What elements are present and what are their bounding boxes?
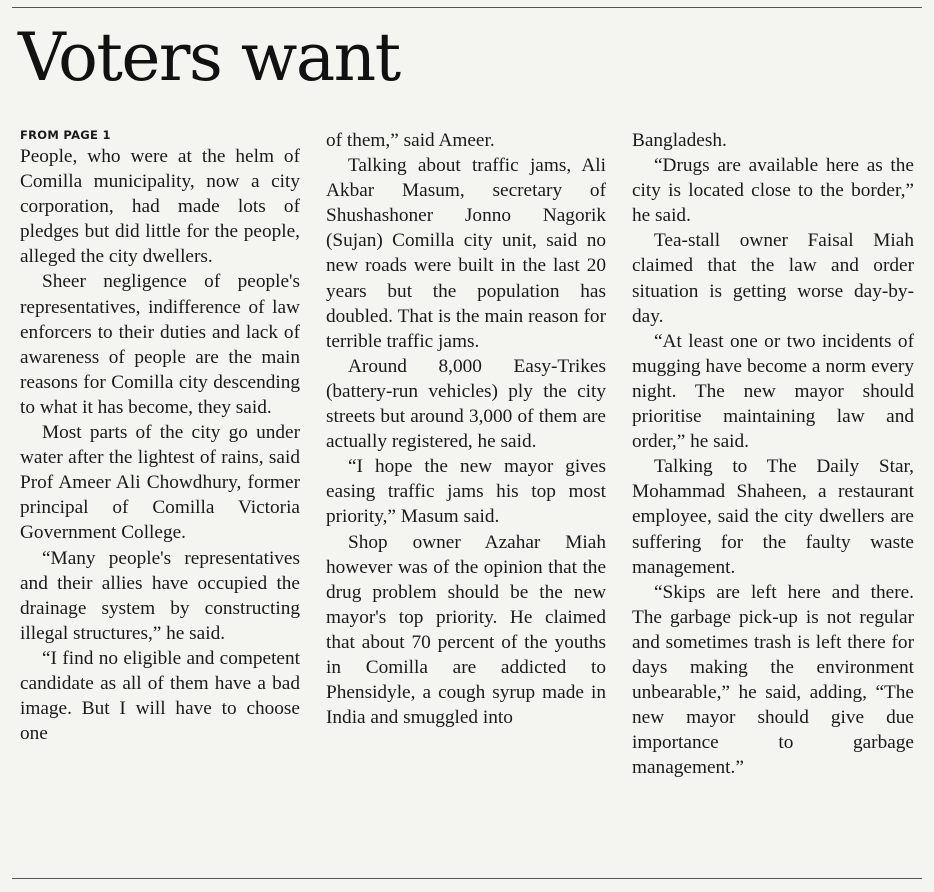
article-column-1 (20, 128, 300, 873)
headline: Voters want (18, 19, 400, 96)
paragraph: “I hope the new mayor gives easing traffic jams his top most priority,” Masum said. (326, 456, 606, 528)
paragraph: “I find no eligible and competent candidate as all of them have a bad image. But I will have to choose one (20, 647, 300, 745)
paragraph: Shop owner Azahar Miah however was of the opinion that the drug problem should be the new mayor's top priority. He claimed that about 70 percent of the youths in Comilla are addicted to Phensidyle, a cough syrup made in India and smuggled into (326, 531, 606, 729)
top-rule (12, 7, 922, 8)
kicker-from-page: FROM PAGE 1 (20, 128, 111, 142)
paragraph: Tea-stall owner Faisal Miah claimed that the law and order situation is getting worse day-by-day. (632, 230, 914, 327)
paragraph: Talking to The Daily Star, Mohammad Shaheen, a restaurant employee, said the city dwellers are suffering for the faulty waste management. (632, 456, 914, 578)
paragraph: “Drugs are available here as the city is located close to the border,” he said. (632, 155, 914, 227)
paragraph: Talking about traffic jams, Ali Akbar Masum, secretary of Shushashoner Jonno Nagorik (Sujan) Comilla city unit, said no new roads were built in the last 20 years but the population has doubled. That is the main reason for terrible traffic jams. (326, 155, 606, 352)
article-column-3 (632, 128, 914, 873)
paragraph: Around 8,000 Easy-Trikes (battery-run vehicles) ply the city streets but around 3,000 of them are actually registered, he said. (326, 355, 606, 453)
paragraph: People, who were at the helm of Comilla municipality, now a city corporation, had made lots of pledges but did little for the people, alleged the city dwellers. (20, 146, 300, 268)
paragraph: Bangladesh. (632, 130, 727, 151)
bottom-rule (12, 878, 922, 879)
paragraph: “Many people's representatives and their allies have occupied the drainage system by constructing illegal structures,” he said. (20, 547, 300, 644)
paragraph: “Skips are left here and there. The garbage pick-up is not regular and sometimes trash is left there for days making the environment unbearable,” he said, adding, “The new mayor should give due importance to garbage management.” (632, 581, 914, 779)
article-column-2 (326, 128, 606, 873)
paragraph: Sheer negligence of people's representatives, indifference of law enforcers to their duties and lack of awareness of people are the main reasons for Comilla city descending to what it has become, they said. (20, 271, 300, 418)
paragraph: of them,” said Ameer. (326, 130, 495, 151)
paragraph: Most parts of the city go under water after the lightest of rains, said Prof Ameer Ali Chowdhury, former principal of Comilla Victoria Government College. (20, 422, 300, 544)
paragraph: “At least one or two incidents of mugging have become a norm every night. The new mayor should prioritise maintaining law and order,” he said. (632, 330, 914, 453)
